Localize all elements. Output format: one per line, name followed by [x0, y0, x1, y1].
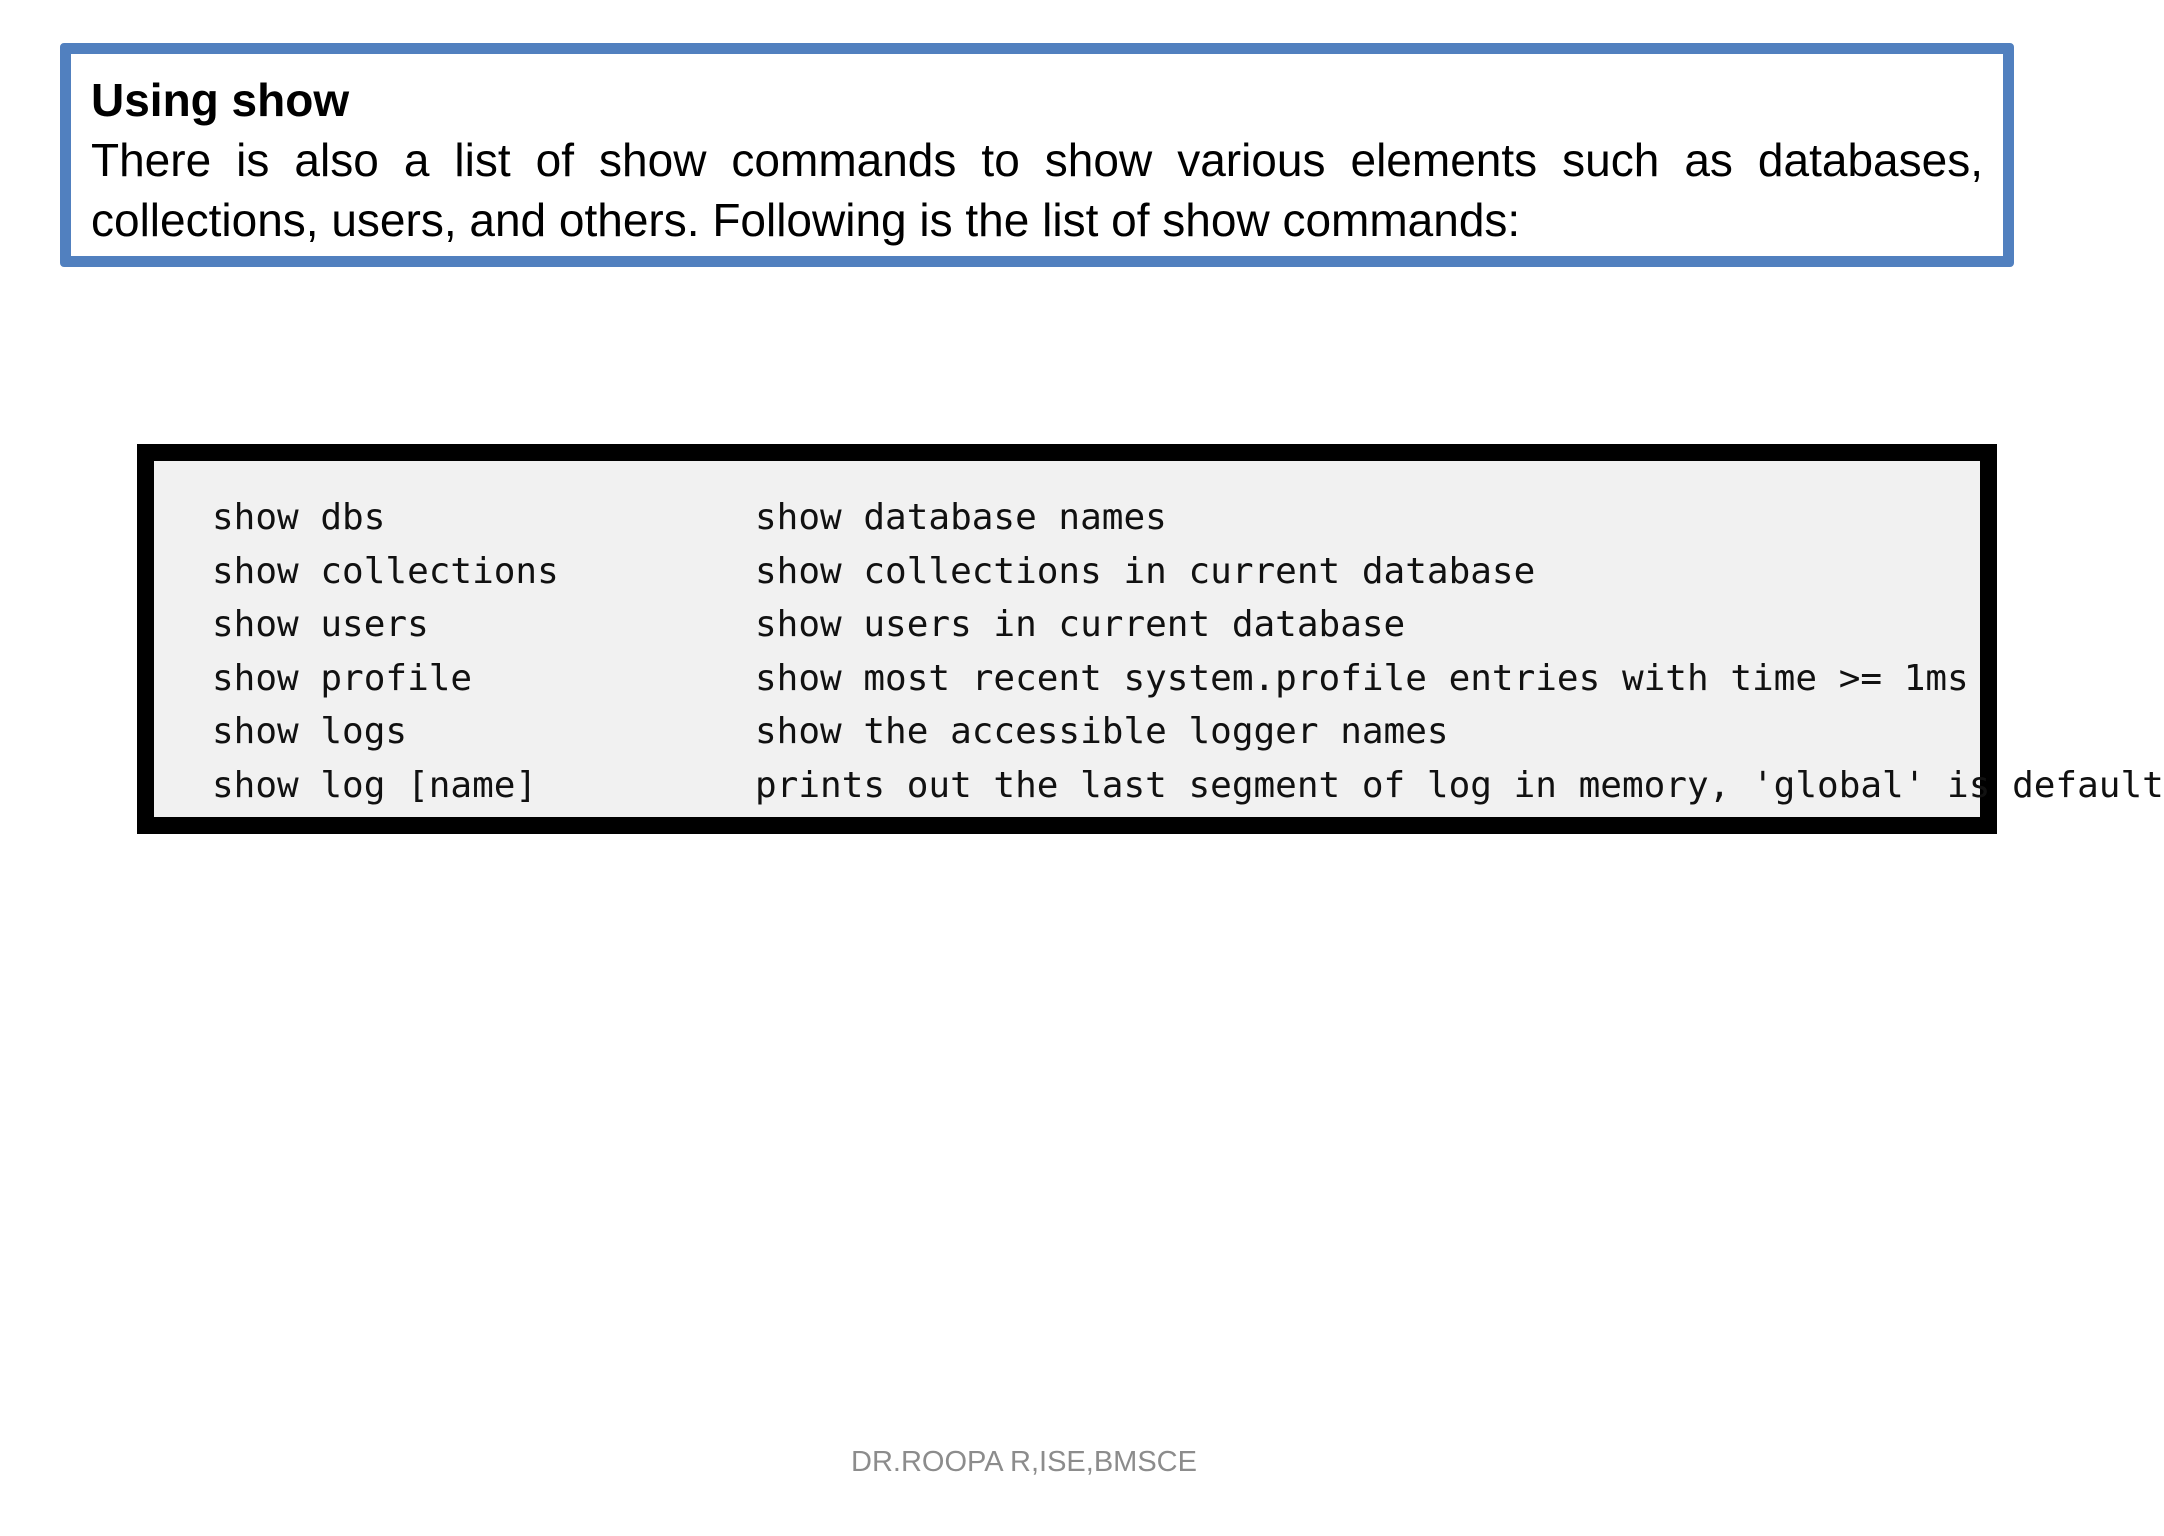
command-name: show profile — [212, 657, 473, 699]
command-name: show users — [212, 604, 429, 646]
command-description: show database names — [755, 497, 1167, 538]
intro-text-box — [60, 43, 2014, 267]
command-description: show the accessible logger names — [755, 711, 1449, 753]
command-name: show collections — [212, 550, 559, 592]
command-name: show dbs — [212, 497, 386, 538]
command-name: show log [name] — [212, 764, 538, 806]
command-row — [212, 759, 2164, 813]
intro-paragraph — [91, 130, 1983, 250]
command-name: show logs — [212, 711, 408, 753]
intro-paragraph-line-1: There is also a list of show commands to show various elements such as databases, — [91, 134, 1983, 186]
slide-footer: DR.ROOPA R,ISE,BMSCE — [851, 1446, 1197, 1478]
command-description: show users in current database — [755, 604, 1406, 646]
command-description: show most recent system.profile entries with time >= 1ms — [755, 657, 1969, 699]
command-row — [212, 491, 2164, 545]
command-table — [212, 491, 2164, 813]
command-description: prints out the last segment of log in memory, 'global' is default — [755, 764, 2164, 806]
command-row — [212, 545, 2164, 599]
command-description: show collections in current database — [755, 550, 1536, 592]
intro-paragraph-line-2: collections, users, and others. Following is the list of show commands: — [91, 194, 1521, 246]
command-row — [212, 598, 2164, 652]
slide-heading: Using show — [91, 74, 350, 126]
command-list-screenshot — [137, 444, 2164, 834]
command-row — [212, 652, 2164, 706]
command-row — [212, 705, 2164, 759]
